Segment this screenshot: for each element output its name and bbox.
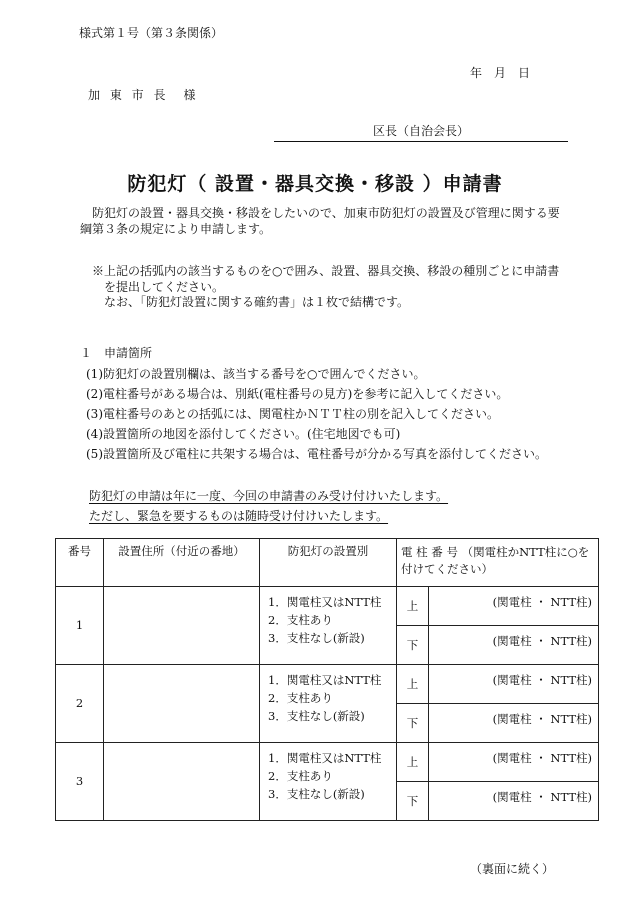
type-option[interactable]: 3．支柱なし(新設) (268, 787, 365, 801)
header-number: 番号 (56, 539, 104, 587)
intro-paragraph (80, 206, 580, 237)
type-option[interactable]: 3．支柱なし(新設) (268, 631, 365, 645)
note-line-2: を提出してください。 (104, 279, 225, 294)
type-options[interactable] (260, 743, 397, 821)
address-cell[interactable] (104, 665, 260, 743)
warning-line-2: ただし、緊急を要するものは随時受け付けいたします。 (89, 509, 389, 523)
date-line[interactable]: 年 月 日 (470, 66, 531, 80)
lower-pole-cell[interactable]: (関電柱 ・ NTT柱) (429, 704, 599, 743)
header-pole-number: 電 柱 番 号 （関電柱かNTT柱に○を付けてください） (397, 539, 599, 587)
instruction-item: (3)電柱番号のあとの括弧には、関電柱かＮＴＴ柱の別を記入してください。 (86, 407, 500, 421)
type-options[interactable] (260, 587, 397, 665)
lower-label: 下 (397, 626, 429, 665)
type-option[interactable]: 1．関電柱又はNTT柱 (268, 673, 382, 687)
warning-line-1: 防犯灯の申請は年に一度、今回の申請書のみ受け付けいたします。 (89, 489, 449, 503)
row-number: 2 (56, 665, 104, 743)
instructions-list (86, 364, 547, 464)
note-line-1: ※上記の括弧内の該当するものを○で囲み、設置、器具交換、移設の種別ごとに申請書 (92, 264, 560, 278)
application-table (55, 538, 599, 821)
table-row (56, 587, 599, 626)
addressee: 加 東 市 長 様 (88, 88, 199, 102)
lower-pole-cell[interactable]: (関電柱 ・ NTT柱) (429, 626, 599, 665)
type-options[interactable] (260, 665, 397, 743)
address-cell[interactable] (104, 587, 260, 665)
header-type: 防犯灯の設置別 (260, 539, 397, 587)
table-header-row (56, 539, 599, 587)
note-line-3: なお、「防犯灯設置に関する確約書」は１枚で結構です。 (104, 295, 410, 310)
header-address: 設置住所（付近の番地） (104, 539, 260, 587)
type-option[interactable]: 1．関電柱又はNTT柱 (268, 595, 382, 609)
address-cell[interactable] (104, 743, 260, 821)
upper-pole-cell[interactable]: (関電柱 ・ NTT柱) (429, 587, 599, 626)
signatory-field[interactable]: 区長（自治会長） (274, 124, 568, 142)
lower-label: 下 (397, 782, 429, 821)
warning-block (89, 486, 448, 526)
upper-label: 上 (397, 743, 429, 782)
instruction-item: (5)設置箇所及び電柱に共架する場合は、電柱番号が分かる写真を添付してください。 (86, 447, 548, 461)
type-option[interactable]: 2．支柱あり (268, 691, 333, 705)
form-title: 防犯灯（ 設置・器具交換・移設 ）申請書 (127, 173, 503, 195)
instruction-item: (2)電柱番号がある場合は、別紙(電柱番号の見方)を参考に記入してください。 (86, 387, 509, 401)
section-heading: １ 申請箇所 (80, 346, 153, 360)
intro-line-2: 綱第３条の規定により申請します。 (80, 221, 272, 236)
type-option[interactable]: 3．支柱なし(新設) (268, 709, 365, 723)
notes-block (80, 264, 580, 311)
upper-label: 上 (397, 665, 429, 704)
type-option[interactable]: 1．関電柱又はNTT柱 (268, 751, 382, 765)
upper-pole-cell[interactable]: (関電柱 ・ NTT柱) (429, 665, 599, 704)
instruction-item: (1)防犯灯の設置別欄は、該当する番号を○で囲んでください。 (86, 367, 426, 381)
row-number: 3 (56, 743, 104, 821)
lower-label: 下 (397, 704, 429, 743)
form-number: 様式第１号（第３条関係） (79, 26, 224, 40)
table-row (56, 743, 599, 782)
upper-pole-cell[interactable]: (関電柱 ・ NTT柱) (429, 743, 599, 782)
type-option[interactable]: 2．支柱あり (268, 769, 333, 783)
instruction-item: (4)設置箇所の地図を添付してください。(住宅地図でも可) (86, 427, 401, 441)
upper-label: 上 (397, 587, 429, 626)
table-row (56, 665, 599, 704)
row-number: 1 (56, 587, 104, 665)
type-option[interactable]: 2．支柱あり (268, 613, 333, 627)
intro-line-1: 防犯灯の設置・器具交換・移設をしたいので、加東市防犯灯の設置及び管理に関する要 (92, 206, 560, 220)
lower-pole-cell[interactable]: (関電柱 ・ NTT柱) (429, 782, 599, 821)
continued-note: （裏面に続く） (470, 862, 555, 876)
